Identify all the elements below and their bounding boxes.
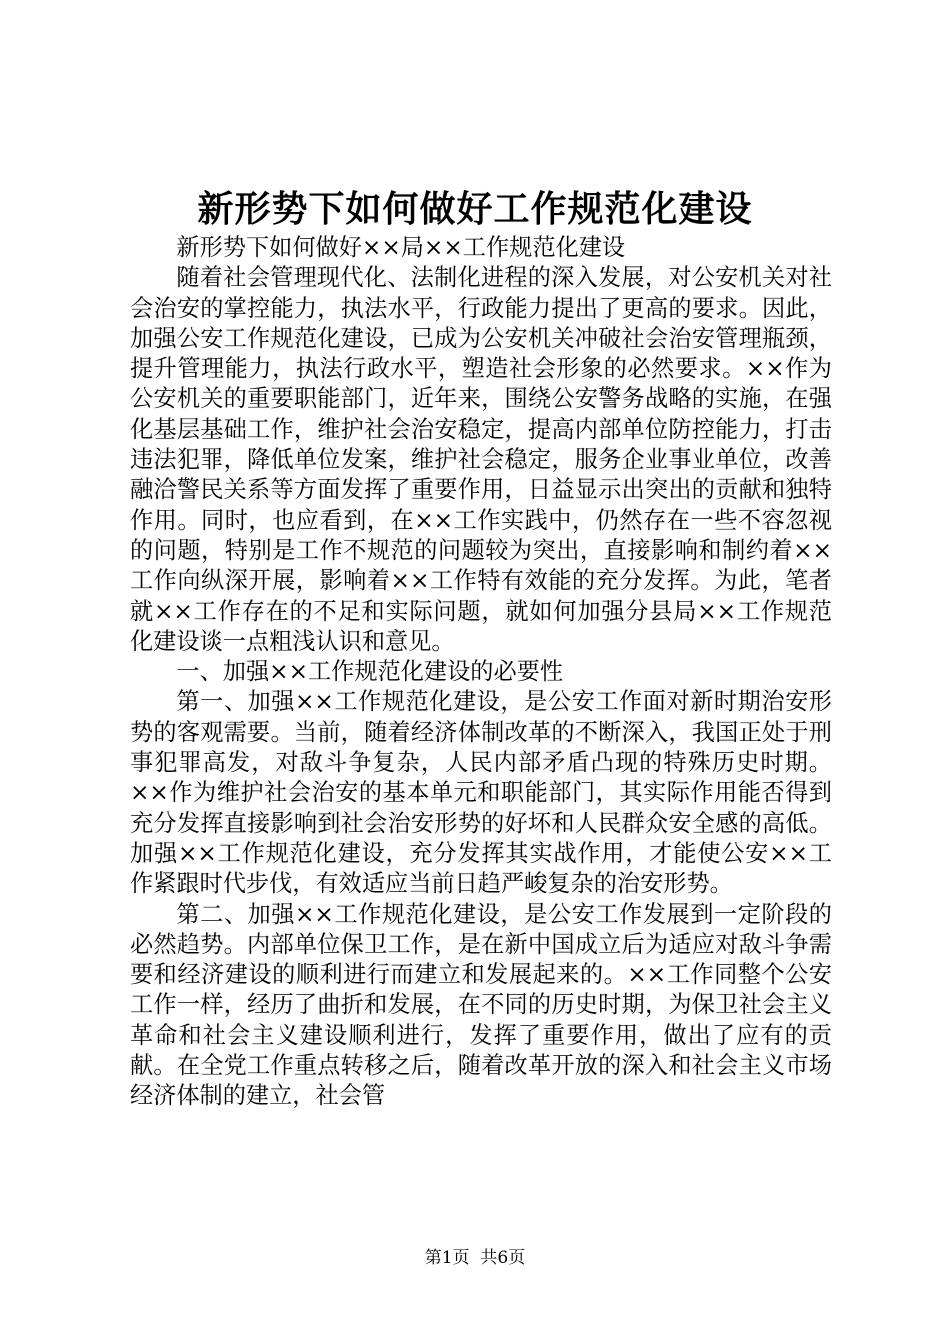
body-paragraph: 第一、加强××工作规范化建设，是公安工作面对新时期治安形势的客观需要。当前，随着经济体制改革的不断深入，我国正处于刑事犯罪高发，对敌斗争复杂，人民内部矛盾凸现的特殊历史时期。××作为维护社会治安的基本单元和职能部门，其实际作用能否得到充分发挥直接影响到社会治安形势的好坏和人民群众安全感的高低。加强××工作规范化建设，充分发挥其实战作用，才能使公安××工作紧跟时代步伐，有效适应当前日趋严峻复杂的治安形势。: [130, 688, 832, 898]
document-title: 新形势下如何做好工作规范化建设: [197, 188, 753, 230]
subtitle-paragraph: 新形势下如何做好××局××工作规范化建设: [176, 234, 626, 261]
page-footer: [0, 1246, 950, 1270]
body-paragraph: 第二、加强××工作规范化建设，是公安工作发展到一定阶段的必然趋势。内部单位保卫工作，是在新中国成立后为适应对敌斗争需要和经济建设的顺利进行而建立和发展起来的。××工作同整个公安工作一样，经历了曲折和发展，在不同的历史时期，为保卫社会主义革命和社会主义建设顺利进行，发挥了重要作用，做出了应有的贡献。在全党工作重点转移之后，随着改革开放的深入和社会主义市场经济体制的建立，社会管: [130, 900, 832, 1110]
intro-paragraph: 随着社会管理现代化、法制化进程的深入发展，对公安机关对社会治安的掌控能力，执法水平，行政能力提出了更高的要求。因此，加强公安工作规范化建设，已成为公安机关冲破社会治安管理瓶颈，提升管理能力，执法行政水平，塑造社会形象的必然要求。××作为公安机关的重要职能部门，近年来，围绕公安警务战略的实施，在强化基层基础工作，维护社会治安稳定，提高内部单位防控能力，打击违法犯罪，降低单位发案，维护社会稳定，服务企业事业单位，改善融洽警民关系等方面发挥了重要作用，日益显示出突出的贡献和独特作用。同时，也应看到，在××工作实践中，仍然存在一些不容忽视的问题，特别是工作不规范的问题较为突出，直接影响和制约着××工作向纵深开展，影响着××工作特有效能的充分发挥。为此，笔者就××工作存在的不足和实际问题，就如何加强分县局××工作规范化建设谈一点粗浅认识和意见。: [130, 264, 832, 655]
section-heading: 一、加强××工作规范化建设的必要性: [176, 658, 564, 686]
page-number: 第1页: [424, 1248, 470, 1268]
document-body: [130, 233, 832, 1112]
page-total: 共6页: [480, 1248, 526, 1268]
